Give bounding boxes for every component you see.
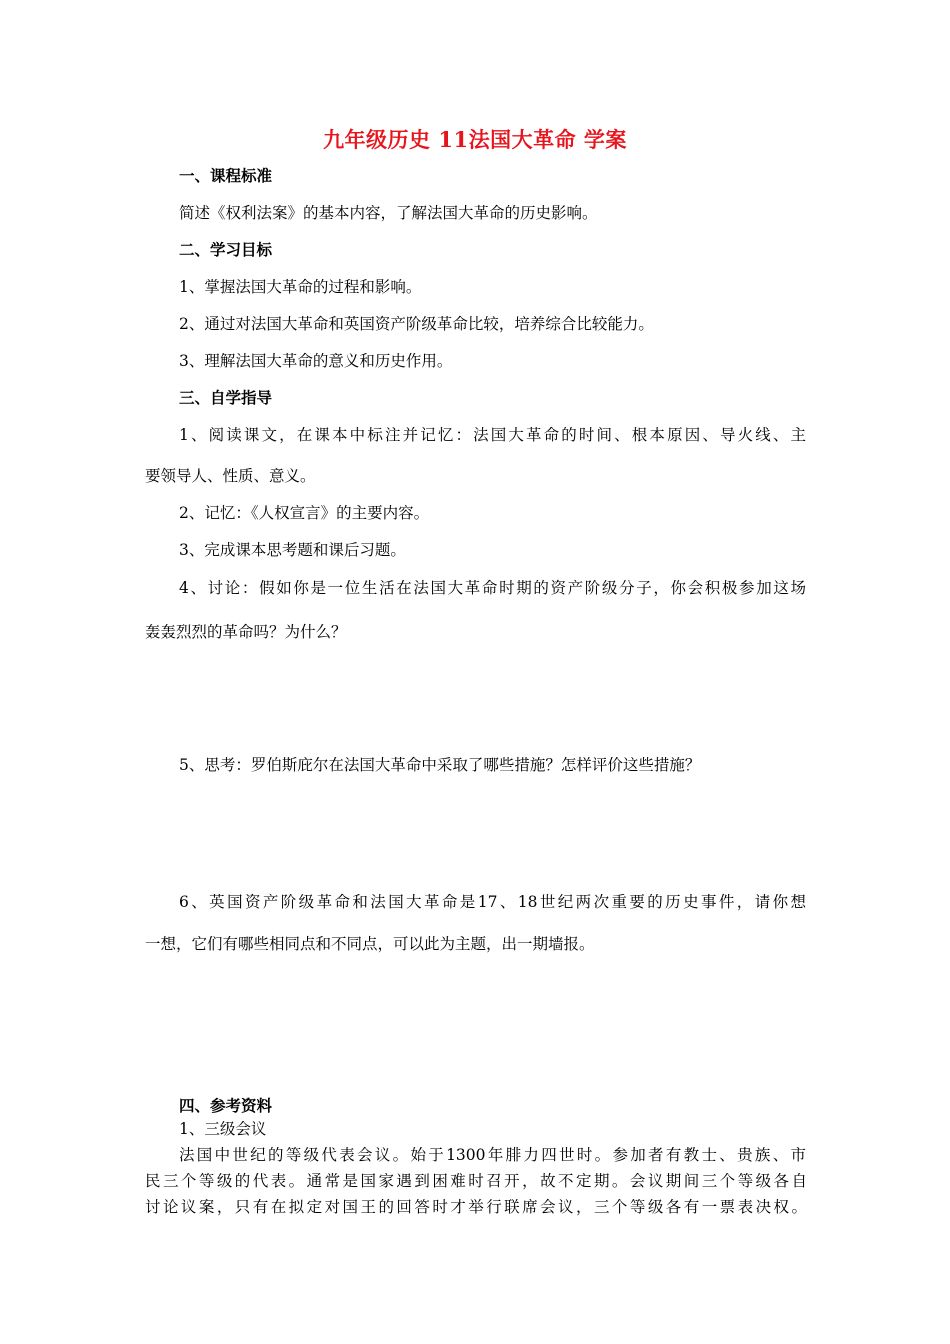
self-study-item-6-line-2: 一想，它们有哪些相同点和不同点，可以此为主题，出一期墙报。	[145, 935, 595, 953]
reference-subheading-estates-general: 1、三级会议	[179, 1120, 267, 1138]
section-heading-self-study: 三、自学指导	[179, 388, 273, 407]
learning-goal-item: 2、通过对法国大革命和英国资产阶级革命比较，培养综合比较能力。	[179, 315, 654, 333]
self-study-item-5: 5、思考：罗伯斯庇尔在法国大革命中采取了哪些措施？怎样评价这些措施？	[179, 756, 701, 774]
self-study-item-3: 3、完成课本思考题和课后习题。	[179, 541, 406, 559]
section-heading-learning-goals: 二、学习目标	[179, 240, 273, 259]
document-title: 九年级历史 11法国大革命 学案	[323, 127, 627, 152]
self-study-item-4-line-2: 轰轰烈烈的革命吗？为什么？	[145, 623, 347, 641]
self-study-item-4-line-1: 4、讨论：假如你是一位生活在法国大革命时期的资产阶级分子，你会积极参加这场	[179, 579, 806, 597]
learning-goal-item: 3、理解法国大革命的意义和历史作用。	[179, 352, 453, 370]
reference-paragraph-line-3: 讨论议案，只有在拟定对国王的回答时才举行联席会议，三个等级各有一票表决权。	[145, 1198, 807, 1216]
reference-paragraph-line-2: 民三个等级的代表。通常是国家遇到困难时召开，故不定期。会议期间三个等级各自	[145, 1172, 807, 1190]
course-standard-text: 简述《权利法案》的基本内容，了解法国大革命的历史影响。	[179, 204, 598, 222]
self-study-item-6-line-1: 6、英国资产阶级革命和法国大革命是17、18世纪两次重要的历史事件，请你想	[179, 893, 806, 911]
self-study-item-2: 2、记忆：《人权宣言》的主要内容。	[179, 504, 430, 522]
learning-goal-item: 1、掌握法国大革命的过程和影响。	[179, 278, 422, 296]
section-heading-references: 四、参考资料	[179, 1096, 273, 1115]
section-heading-course-standard: 一、课程标准	[179, 166, 273, 185]
self-study-item-1-line-2: 要领导人、性质、意义。	[145, 467, 316, 485]
self-study-item-1-line-1: 1、阅读课文，在课本中标注并记忆：法国大革命的时间、根本原因、导火线、主	[179, 426, 806, 444]
reference-paragraph-line-1: 法国中世纪的等级代表会议。始于1300年腓力四世时。参加者有教士、贵族、市	[179, 1146, 806, 1164]
